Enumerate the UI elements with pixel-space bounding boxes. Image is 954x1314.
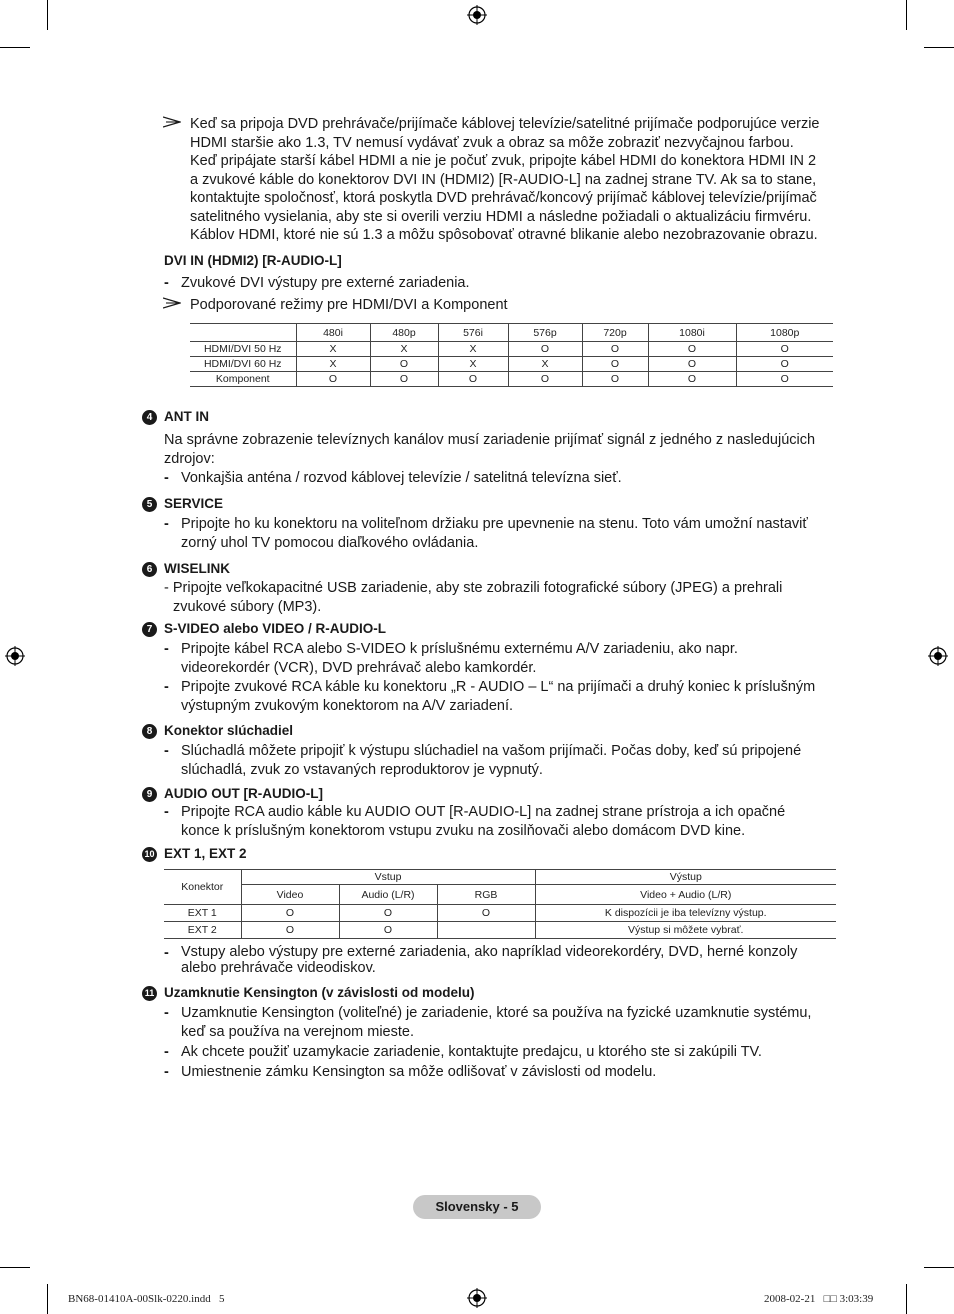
section-number-badge: 6 xyxy=(142,562,157,577)
section-number-badge: 11 xyxy=(142,986,157,1001)
section-heading: Uzamknutie Kensington (v závislosti od modelu) xyxy=(164,985,475,1000)
modes-table xyxy=(190,323,833,387)
section-heading: S-VIDEO alebo VIDEO / R-AUDIO-L xyxy=(164,621,387,636)
note-arrow-icon xyxy=(163,116,181,128)
bullet-dash: - xyxy=(164,679,169,695)
registration-mark-icon xyxy=(928,646,948,666)
paragraph: Na správne zobrazenie televíznych kanálov musí zariadenie prijímať signál z jedného z nasledujúcich zdrojov: xyxy=(164,432,816,467)
table-row: HDMI/DVI 50 Hz X X X O O O O xyxy=(190,342,833,357)
crop-mark xyxy=(0,1267,30,1268)
table-row: EXT 2 O O Výstup si môžete vybrať. xyxy=(164,922,836,939)
section-number-badge: 7 xyxy=(142,622,157,637)
section-heading: DVI IN (HDMI2) [R-AUDIO-L] xyxy=(164,253,342,268)
list-item: Uzamknutie Kensington (voliteľné) je zariadenie, ktoré sa používa na fyzické uzamknutie systému, keď sa používa na verejnom mieste. xyxy=(181,1005,812,1040)
section-number-badge: 4 xyxy=(142,410,157,425)
note-arrow-icon xyxy=(163,297,181,309)
list-item: - Pripojte veľkokapacitné USB zariadenie, aby ste zobrazili fotografické súbory (JPEG) a prehrali zvukové súbory (MP3). xyxy=(164,580,783,615)
section-number-badge: 5 xyxy=(142,497,157,512)
crop-mark xyxy=(906,0,907,30)
crop-mark xyxy=(924,47,954,48)
section-heading: WISELINK xyxy=(164,561,230,576)
timestamp-slug: 2008-02-21 □□ 3:03:39 xyxy=(764,1293,874,1305)
note-text: Podporované režimy pre HDMI/DVI a Komponent xyxy=(190,297,508,313)
list-item: Ak chcete použiť uzamykacie zariadenie, kontaktujte predajcu, u ktorého ste si zakúpili TV. xyxy=(181,1044,762,1060)
section-heading: AUDIO OUT [R-AUDIO-L] xyxy=(164,786,323,801)
bullet-dash: - xyxy=(164,641,169,657)
note-text: Keď sa pripoja DVD prehrávače/prijímače káblovej televízie/satelitné prijímače podporujúce verzie HDMI staršie ako 1.3, TV nemusí vydávať zvuk a obraz sa môže zobraziť nezvyčajnou farbou. Keď pripájate starší kábel HDMI a nie je počuť zvuk, pripojte kábel HDMI do konektora HDMI IN 2 a zvukové káble do konektorov DVI IN (HDMI2) [R-AUDIO-L] na zadnej strane TV. Ak sa to stane, kontaktujte spoločnosť, ktorá poskytla DVD prehrávač/koncový prijímač káblovej televízie/prijímač satelitného vysielania, aby ste si overili verziu HDMI a následne požiadali o aktualizáciu firmvéru. Káblov HDMI, ktoré nie sú 1.3 a môžu spôsobovať otravné blikanie alebo nezobrazovanie obrazu. xyxy=(190,116,820,243)
bullet-dash: - xyxy=(164,1005,169,1021)
section-number-badge: 9 xyxy=(142,787,157,802)
crop-mark xyxy=(924,1267,954,1268)
bullet-dash: - xyxy=(164,1044,169,1060)
crop-mark xyxy=(906,1284,907,1314)
list-item: Vonkajšia anténa / rozvod káblovej televízie / satelitná televízna sieť. xyxy=(181,470,622,486)
registration-mark-icon xyxy=(467,5,487,25)
registration-mark-icon xyxy=(5,646,25,666)
list-item: Pripojte zvukové RCA káble ku konektoru „R - AUDIO – L“ na prijímači a druhý koniec k príslušným výstupným zvukovým konektorom na A/V zariadení. xyxy=(181,679,816,714)
list-item: Zvukové DVI výstupy pre externé zariadenia. xyxy=(181,275,470,291)
table-header-row: Video Audio (L/R) RGB Video + Audio (L/R) xyxy=(164,885,836,905)
table-row: HDMI/DVI 60 Hz X O X X O O O xyxy=(190,357,833,372)
table-row: EXT 1 O O O K dispozícii je iba televízny výstup. xyxy=(164,905,836,922)
table-row: Komponent O O O O O O O xyxy=(190,372,833,387)
bullet-dash: - xyxy=(164,804,169,820)
bullet-dash: - xyxy=(164,275,169,291)
list-item: Umiestnenie zámku Kensington sa môže odlišovať v závislosti od modelu. xyxy=(181,1064,657,1080)
crop-mark xyxy=(0,47,30,48)
section-heading: Konektor slúchadiel xyxy=(164,723,294,738)
file-slug: BN68-01410A-00Slk-0220.indd 5 xyxy=(68,1293,225,1305)
section-number-badge: 10 xyxy=(142,847,157,862)
registration-mark-icon xyxy=(467,1288,487,1308)
crop-mark xyxy=(47,0,48,30)
table-header-row: Konektor Vstup Výstup xyxy=(164,870,836,885)
crop-mark xyxy=(47,1284,48,1314)
list-item: Slúchadlá môžete pripojiť k výstupu slúchadiel na vašom prijímači. Počas doby, keď sú pripojené slúchadlá, zvuk zo vstavaných reproduktorov je vypnutý. xyxy=(181,743,802,778)
bullet-dash: - xyxy=(164,470,169,486)
bullet-dash: - xyxy=(164,743,169,759)
page-number-label: Slovensky - 5 xyxy=(413,1195,541,1219)
list-item: Pripojte ho ku konektoru na voliteľnom držiaku pre upevnenie na stenu. Toto vám umožní nastaviť zorný uhol TV pomocou diaľkového ovládania. xyxy=(181,516,808,551)
list-item: Pripojte RCA audio káble ku AUDIO OUT [R-AUDIO-L] na zadnej strane prístroja a ich opačné konce k príslušným konektorom vstupu zvuku na zosilňovači alebo domácom DVD kine. xyxy=(181,804,786,839)
section-heading: ANT IN xyxy=(164,409,209,424)
bullet-dash: - xyxy=(164,516,169,532)
section-heading: EXT 1, EXT 2 xyxy=(164,846,247,861)
list-item: Vstupy alebo výstupy pre externé zariadenia, ako napríklad videorekordéry, DVD, herné konzoly alebo prehrávače videodiskov. xyxy=(181,944,798,976)
section-heading: SERVICE xyxy=(164,496,224,511)
bullet-dash: - xyxy=(164,945,169,961)
section-number-badge: 8 xyxy=(142,724,157,739)
ext-table xyxy=(164,869,836,939)
bullet-dash: - xyxy=(164,1064,169,1080)
table-header-row: 480i 480p 576i 576p 720p 1080i 1080p xyxy=(190,324,833,342)
list-item: Pripojte kábel RCA alebo S-VIDEO k príslušnému externému A/V zariadeniu, ako napr. videorekordér (VCR), DVD prehrávač alebo kamkordér. xyxy=(181,641,738,676)
